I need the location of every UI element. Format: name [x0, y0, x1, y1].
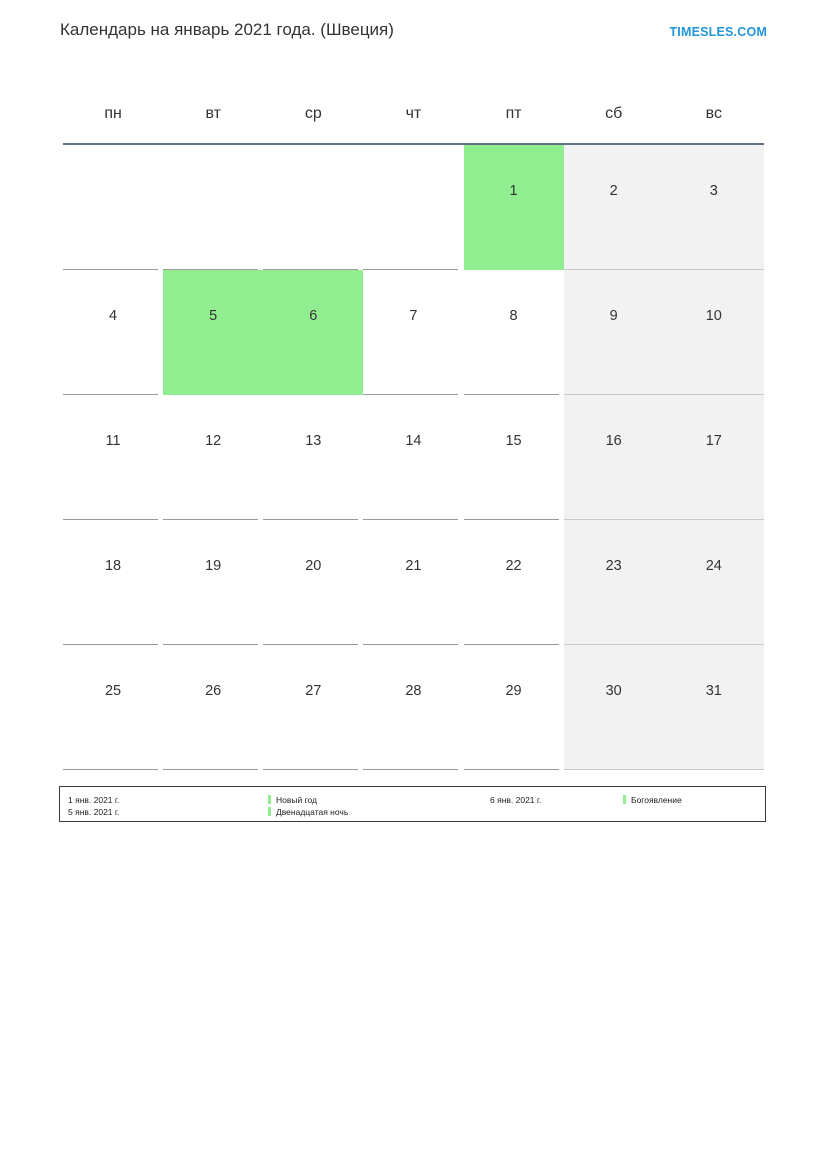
- day-cell: [63, 645, 163, 770]
- day-number: 16: [605, 433, 622, 449]
- day-cell: [464, 645, 564, 770]
- day-number: 19: [205, 558, 222, 574]
- day-number: 24: [705, 558, 722, 574]
- day-cell: [363, 645, 463, 770]
- day-cell-weekend: [664, 520, 764, 645]
- week-row: [63, 520, 764, 645]
- day-number: 6: [309, 308, 318, 324]
- day-cell-holiday: [163, 270, 263, 395]
- day-number: 4: [109, 308, 118, 324]
- day-cell-holiday: [263, 270, 363, 395]
- day-cell: [63, 145, 163, 270]
- day-number: 9: [609, 308, 618, 324]
- legend-label: Двенадцатая ночь: [276, 807, 349, 817]
- day-cell: [163, 395, 263, 520]
- day-number: 20: [305, 558, 322, 574]
- day-number: 25: [104, 683, 122, 699]
- day-cell-weekend: [564, 145, 664, 270]
- day-number: 5: [209, 308, 218, 324]
- day-number: 23: [605, 558, 622, 574]
- day-cell: [263, 645, 363, 770]
- day-divider: [63, 769, 158, 770]
- holiday-legend: [59, 786, 766, 822]
- day-cell-weekend: [664, 395, 764, 520]
- day-cell: [163, 520, 263, 645]
- page-header: [0, 0, 827, 60]
- day-number: 31: [705, 683, 722, 699]
- day-cell-weekend: [564, 520, 664, 645]
- day-number: 3: [709, 183, 718, 199]
- calendar-grid: [63, 85, 764, 770]
- day-cell: [363, 395, 463, 520]
- day-cell: [464, 520, 564, 645]
- day-cell: [63, 270, 163, 395]
- day-divider: [163, 769, 258, 770]
- day-cell: [63, 520, 163, 645]
- weekday-mon: пн: [104, 105, 122, 122]
- week-row: [63, 145, 764, 270]
- day-cell: [363, 520, 463, 645]
- day-cell-holiday: [464, 145, 564, 270]
- site-brand[interactable]: TIMESLES.COM: [669, 25, 767, 39]
- legend-label: Новый год: [276, 795, 318, 805]
- day-number: 30: [605, 683, 622, 699]
- day-cell: [363, 270, 463, 395]
- day-number: 14: [405, 433, 422, 449]
- page-title: Календарь на январь 2021 года. (Швеция): [60, 20, 394, 39]
- day-cell: [263, 145, 363, 270]
- weekday-thu: чт: [405, 105, 422, 122]
- weekday-wed: ср: [304, 105, 322, 122]
- week-row: [63, 270, 764, 395]
- day-cell: [263, 395, 363, 520]
- day-cell: [263, 520, 363, 645]
- day-number: 1: [509, 183, 518, 199]
- day-number: 21: [405, 558, 422, 574]
- legend-date: 1 янв. 2021 г.: [68, 795, 120, 805]
- legend-color-swatch: [268, 807, 271, 816]
- legend-label: Богоявление: [631, 795, 682, 805]
- weekday-sat: сб: [605, 105, 623, 122]
- day-divider: [263, 769, 358, 770]
- day-cell-weekend: [564, 645, 664, 770]
- day-cell-weekend: [664, 270, 764, 395]
- day-number: 12: [205, 433, 222, 449]
- weekday-sun: вс: [705, 105, 722, 122]
- day-cell: [363, 145, 463, 270]
- day-divider: [664, 769, 764, 770]
- day-cell-weekend: [664, 145, 764, 270]
- day-cell: [464, 395, 564, 520]
- day-number: 28: [405, 683, 422, 699]
- day-cell: [63, 395, 163, 520]
- day-cell: [163, 645, 263, 770]
- legend-color-swatch: [623, 795, 626, 804]
- day-number: 22: [505, 558, 522, 574]
- day-cell: [163, 145, 263, 270]
- weekday-header-row: [63, 85, 764, 143]
- week-row: [63, 395, 764, 520]
- day-number: 27: [305, 683, 322, 699]
- legend-color-swatch: [268, 795, 271, 804]
- day-cell-weekend: [564, 395, 664, 520]
- day-number: 11: [105, 433, 121, 449]
- day-number: 7: [409, 308, 418, 324]
- weekday-tue: вт: [205, 105, 221, 122]
- day-divider: [564, 769, 664, 770]
- day-cell: [464, 270, 564, 395]
- day-cell-weekend: [664, 645, 764, 770]
- day-divider: [464, 769, 559, 770]
- day-number: 13: [305, 433, 322, 449]
- legend-date: 5 янв. 2021 г.: [68, 807, 120, 817]
- day-number: 8: [509, 308, 518, 324]
- day-divider: [363, 769, 458, 770]
- day-number: 10: [705, 308, 722, 324]
- day-number: 18: [104, 558, 122, 574]
- day-number: 17: [705, 433, 722, 449]
- day-number: 15: [505, 433, 522, 449]
- legend-date: 6 янв. 2021 г.: [490, 795, 542, 805]
- day-number: 29: [505, 683, 522, 699]
- day-cell-weekend: [564, 270, 664, 395]
- day-number: 2: [609, 183, 618, 199]
- week-row: [63, 645, 764, 770]
- day-number: 26: [205, 683, 222, 699]
- weekday-fri: пт: [505, 105, 522, 122]
